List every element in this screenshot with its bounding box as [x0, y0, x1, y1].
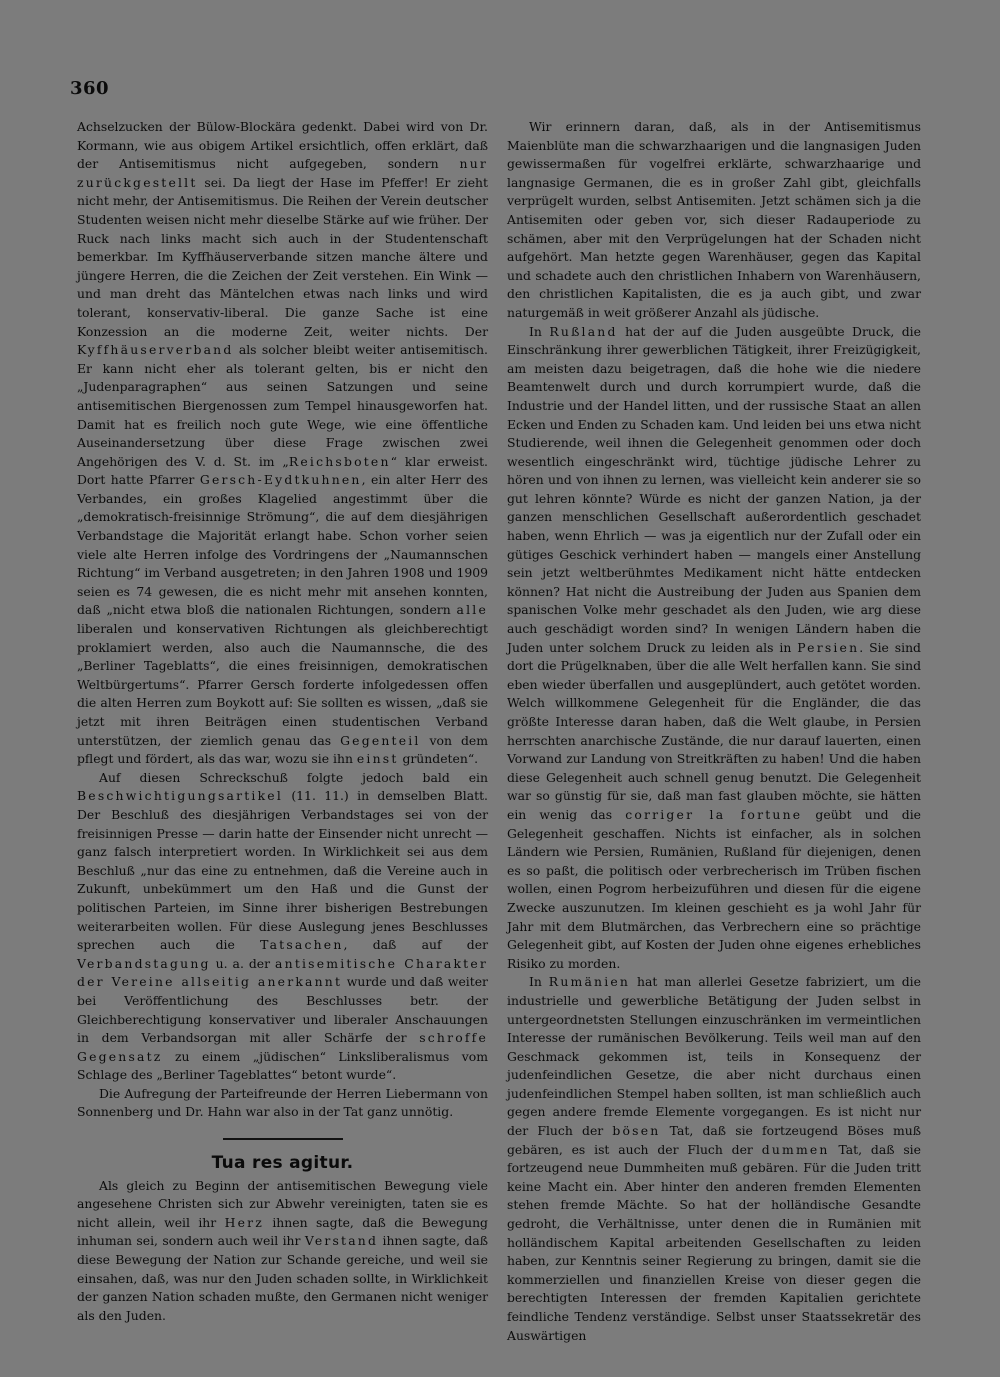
paragraph: Wir erinnern daran, daß, als in der Antisemitismus Maienblüte man die schwarzhaarigen und die langnasigen Juden gewissermaßen für vogelfrei erklärte, schwarzhaarige und langnasige Germanen, die es in großer Zahl gibt, gleichfalls verprügelt wurden, selbst Antisemiten. Jetzt schämen sich ja die Antisemiten oder geben vor, sich dieser Radauperiode zu schämen, aber mit den Verprügelungen hat der Schaden nicht aufgehört. Man hetzte gegen Warenhäuser, gegen das Kapital und schadete auch den christlichen Inhabern von Warenhäusern, den christlichen Kapitalisten, die es ja auch gibt, und zwar naturgemäß in weit größerer Anzahl als jüdische.: [507, 119, 921, 320]
text-run: sei. Da liegt der Hase im Pfeffer! Er zieht nicht mehr, der Antisemitismus. Die Reihen der Verein deutscher Studenten weisen nicht mehr dieselbe Stärke auf wie früher. Der Ruck nach links macht sich auch in der Studentenschaft bemerkbar. Im Kyffhäuserverbande sitzen manche ältere und jüngere Herren, die die Zeichen der Zeit verstehen. Ein Wink — und man dreht das Mäntelchen etwas nach links und wird tolerant, konservativ-liberal. Die ganze Sache ist eine Konzession an die moderne Zeit, weiter nichts. Der: [77, 174, 488, 339]
text-run: hat der auf die Juden ausgeübte Druck, die Einschränkung ihrer gewerblichen Tätigkeit, ihrer Freizügigkeit, am meisten dazu beigetragen, daß die hohe wie die niedere Beamtenwelt durch und durch korrumpiert wurde, daß die Industrie und der Handel litten, und der russische Staat an allen Ecken und Enden zu Schaden kam. Und leiden bei uns etwa nicht Studierende, weil ihnen die Gelegenheit genommen oder doch wesentlich eingeschränkt wird, tüchtige jüdische Lehrer zu hören und von ihnen zu lernen, was vielleicht kein anderer sie so gut lehren könnte? Würde es nicht der ganzen Nation, ja der ganzen menschlichen Gesellschaft außerordentlich geschadet haben, wenn Ehrlich — was ja eigentlich nur der Zufall oder ein gütiges Geschick verhindert haben — mangels einer Anstellung sein jetzt weltberühmtes Medikament nicht hätte entdecken können? Hat nicht die Austreibung der Juden aus Spanien dem spanischen Volke mehr geschadet als den Juden, wie arg diese auch geschädigt worden sind? In wenigen Ländern haben die Juden unter solchem Druck zu leiden als in: [507, 323, 921, 655]
text-run: , daß auf der: [343, 937, 488, 953]
spaced-emphasis: Kyffhäuserverband: [77, 342, 234, 358]
spaced-emphasis: Rumänien: [548, 974, 631, 990]
spaced-emphasis: Reichsboten: [288, 453, 391, 469]
text-run: als solcher bleibt weiter antisemitisch. Er kann nicht eher als tolerant gelten, bis er nicht den „Judenparagraphen“ aus seinen Satzungen und seine antisemitischen Biergenossen zum Tempel hinausgeworfen hat. Damit hat es freilich noch gute Wege, wie eine öffentliche Auseinandersetzung über diese Frage zwischen zwei Angehörigen des V. d. St. im „: [77, 342, 488, 469]
text-run: ihnen sagte, daß die Bewegung inhuman sei, sondern auch weil ihr: [77, 1214, 488, 1249]
spaced-emphasis: Herz: [224, 1214, 264, 1230]
text-run: von dem pflegt und fördert, als das war, wozu sie ihn: [77, 732, 488, 767]
spaced-emphasis: Verbandstagung: [77, 955, 211, 971]
text-run: u. a. der: [210, 955, 276, 971]
spaced-emphasis: Persien: [797, 639, 860, 655]
text-run: gründeten“.: [398, 751, 479, 767]
paragraph: [507, 973, 921, 1345]
text-run: hat man allerlei Gesetze fabriziert, um die industrielle und gewerbliche Betätigung der Juden selbst in untergeordnetsten Stellungen einzuschränken im vermeintlichen Interesse der rumänischen Bevölkerung. Teils weil man auf den Geschmack gekommen ist, teils in Konsequenz der judenfeindlichen Gesetze, die aber nicht durchaus einen judenfeindlichen Stempel haben sollten, ist man schließlich auch gegen andere fremde Elemente vorgegangen. Es ist nicht nur der Fluch der: [507, 974, 921, 1139]
text-run: In: [529, 974, 549, 990]
spaced-emphasis: schroffe Gegensatz: [77, 1030, 488, 1064]
text-run: . Sie sind dort die Prügelknaben, über die alle Welt herfallen kann. Sie sind eben wieder überfallen und ausgeplündert, auch getötet worden. Welch willkommene Gelegenheit für die Engländer, die das größte Interesse daran haben, daß die Welt glaube, in Persien herrschten anarchische Zustände, die nur darauf lauerten, einen Vorwand zur Landung von Streitkräften zu haben! Und die haben diese Gelegenheit auch schnell genug benutzt. Die Gelegenheit war so günstig für sie, daß man fast glauben möchte, sie hätten ein wenig das: [507, 639, 921, 822]
spaced-emphasis: dummen: [761, 1141, 830, 1157]
paragraph: Die Aufregung der Parteifreunde der Herren Liebermann von Sonnenberg und Dr. Hahn war also in der Tat ganz unnötig.: [77, 1085, 488, 1120]
page-number: 360: [70, 78, 110, 99]
right-column: [507, 118, 921, 1345]
paragraph: [507, 323, 921, 974]
spaced-emphasis: antisemitische Charakter der Vereine allseitig anerkannt: [77, 955, 489, 990]
spaced-emphasis: Verstand: [304, 1233, 379, 1249]
text-run: Tat, daß sie fortzeugend neue Dummheiten muß gebären. Für die Juden tritt keine Macht ein. Aber hinter den anderen fremden Elementen stehen fremde Mächte. So hat der holländische Gesandte gedroht, die Verhältnisse, unter denen die in Rumänien mit holländischem Kapital arbeitenden Gesellschaften zu leiden haben, zur Kenntnis seiner Regierung zu bringen, damit sie die kommerziellen und finanziellen Kreise von dieser gegen die berechtigten Interessen der fremden Kapitalien gerichtete feindliche Tendenz verständige. Selbst unser Staatssekretär des Auswärtigen: [507, 1141, 921, 1343]
section-divider: [223, 1138, 343, 1140]
text-run: liberalen und konservativen Richtungen als gleichberechtigt proklamiert werden, also auch die Naumannsche, die des „Berliner Tageblatts“, die eines freisinnigen, demokratischen Weltbürgertums“. Pfarrer Gersch forderte infolgedessen offen die alten Herren zum Boykott auf: Sie sollten es wissen, „daß sie jetzt mit ihren Beiträgen einen studentischen Verband unterstützen, der ziemlich genau das: [77, 621, 488, 748]
text-run: “ klar erweist. Dort hatte Pfarrer: [77, 453, 488, 488]
left-column: [77, 118, 488, 1325]
spaced-emphasis: corriger la fortune: [625, 806, 803, 822]
spaced-emphasis: einst: [356, 751, 399, 767]
text-run: zu einem „jüdischen“ Linksliberalismus vom Schlage des „Berliner Tageblattes“ betont wurde“.: [77, 1048, 488, 1083]
text-run: (11. 11.) in demselben Blatt. Der Beschluß des diesjährigen Verbandstages sei von der freisinnigen Presse — darin hatte der Einsender nicht unrecht — ganz falsch interpretiert worden. In Wirklichkeit sei aus dem Beschluß „nur das eine zu entnehmen, daß die Vereine auch in Zukunft, unbekümmert um den Haß und die Gunst der politischen Parteien, im Sinne ihrer bisherigen Bestrebungen weiterarbeiten wollen. Für diese Auslegung jenes Beschlusses sprechen auch die: [77, 788, 488, 953]
spaced-emphasis: bösen: [612, 1123, 661, 1139]
text-run: ihnen sagte, daß diese Bewegung der Nation zur Schande gereiche, und weil sie einsahen, daß, was nur den Juden schaden sollte, in Wirklichkeit der ganzen Nation schaden mußte, den Germanen nicht weniger als den Juden.: [77, 1233, 488, 1323]
paragraph: [77, 118, 488, 769]
text-run: Achselzucken der Bülow-Blockära gedenkt. Dabei wird von Dr. Kormann, wie aus obigem Artikel ersichtlich, offen erklärt, daß der Antisemitismus nicht aufgegeben, sondern: [77, 119, 488, 172]
spaced-emphasis: Gersch-Eydtkuhnen: [199, 472, 362, 488]
spaced-emphasis: Gegenteil: [340, 732, 421, 748]
spaced-emphasis: Beschwichtigungsartikel: [77, 788, 283, 804]
text-run: Auf diesen Schreckschuß folgte jedoch bald ein: [99, 769, 488, 785]
spaced-emphasis: nur zurückgestellt: [77, 156, 488, 190]
paragraph: [77, 769, 488, 1085]
spaced-emphasis: alle: [456, 602, 488, 618]
text-run: wurde und daß weiter bei Veröffentlichung des Beschlusses betr. der Gleichberechtigung konservativer und liberaler Anschauungen in dem Verbandsorgan mit aller Schärfe der: [77, 974, 488, 1046]
section-title: Tua res agitur.: [211, 1153, 354, 1174]
text-run: , ein alter Herr des Verbandes, ein großes Klagelied angestimmt über die „demokratisch-freisinnige Strömung“, die auf dem diesjährigen Verbandstage die Majorität erlangt habe. Schon vorher seien viele alte Herren infolge des Vordringens der „Naumannschen Richtung“ im Verband ausgetreten; in den Jahren 1908 und 1909 seien es 74 gewesen, die es nicht mehr mit ansehen konnten, daß „nicht etwa bloß die nationalen Richtungen, sondern: [77, 472, 488, 618]
paragraph: [77, 1177, 488, 1326]
text-run: Als gleich zu Beginn der antisemitischen Bewegung viele angesehene Christen sich zur Abwehr vereinigten, taten sie es nicht allein, weil ihr: [77, 1177, 488, 1230]
text-run: In: [529, 323, 550, 339]
spaced-emphasis: Rußland: [549, 323, 618, 339]
text-run: Tat, daß sie fortzeugend Böses muß gebären, es ist auch der Fluch der: [507, 1123, 922, 1157]
text-run: geübt und die Gelegenheit geschaffen. Nichts ist einfacher, als in solchen Ländern wie Persien, Rumänien, Rußland für diejenigen, denen es so paßt, die politisch oder verbrecherisch im Trüben fischen wollen, einen Pogrom herbeizuführen und diesen für die eigene Zwecke auszunutzen. Im kleinen geschieht es ja wohl Jahr für Jahr mit dem Blutmärchen, das Verbrechern eine so prächtige Gelegenheit gibt, auf Kosten der Juden ohne eigenes erhebliches Risiko zu morden.: [507, 806, 921, 971]
spaced-emphasis: Tatsachen: [260, 937, 344, 953]
